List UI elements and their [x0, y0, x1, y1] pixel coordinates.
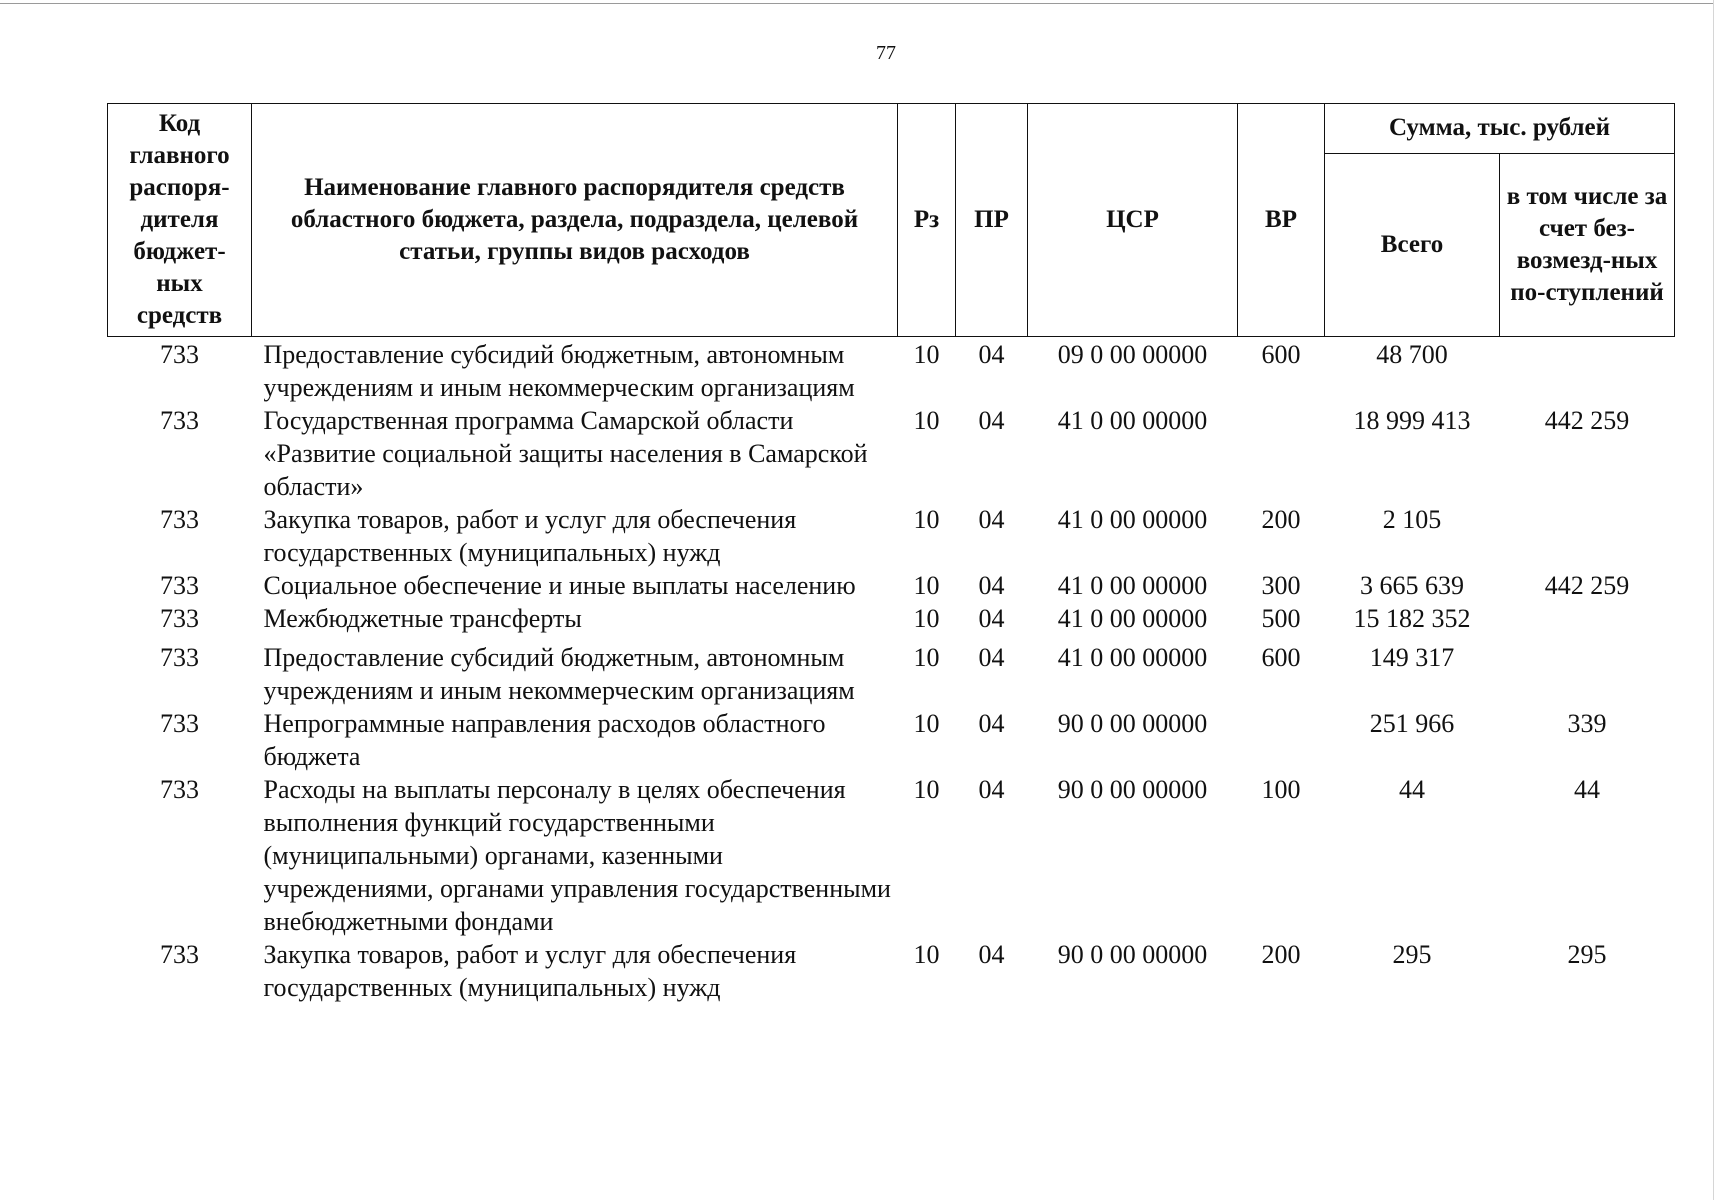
cell-code: 733	[160, 571, 199, 600]
cell-total: 48 700	[1376, 340, 1448, 369]
cell-grant: 339	[1567, 709, 1607, 738]
cell-csr: 41 0 00 00000	[1057, 604, 1208, 633]
cell-total: 2 105	[1382, 505, 1442, 534]
cell-name: Предоставление субсидий бюджетным, автономным учреждениям и иным некоммерческим организациям	[263, 340, 855, 402]
table-row	[108, 602, 1675, 635]
cell-csr: 41 0 00 00000	[1057, 505, 1208, 534]
cell-name: Социальное обеспечение и иные выплаты населению	[263, 571, 856, 600]
cell-rz: 10	[913, 643, 940, 672]
cell-code: 733	[160, 940, 199, 969]
table-row	[108, 635, 1675, 707]
cell-name: Расходы на выплаты персоналу в целях обеспечения выполнения функций государственными (муниципальными) органами, казенными учреждениями, органами управления государственными внебюджетными фондами	[263, 775, 891, 936]
cell-code: 733	[160, 505, 199, 534]
cell-name: Закупка товаров, работ и услуг для обеспечения государственных (муниципальных) нужд	[263, 940, 797, 1002]
table-row	[108, 707, 1675, 773]
cell-rz: 10	[913, 709, 940, 738]
cell-code: 733	[160, 340, 199, 369]
cell-pr: 04	[978, 643, 1005, 672]
cell-rz: 10	[913, 571, 940, 600]
cell-code: 733	[160, 604, 199, 633]
cell-name: Непрограммные направления расходов областного бюджета	[263, 709, 826, 771]
top-border-line	[0, 3, 1714, 4]
table-row	[108, 938, 1675, 1004]
cell-grant	[1500, 602, 1675, 635]
header-vr: ВР	[1238, 104, 1325, 337]
cell-grant: 295	[1567, 940, 1607, 969]
header-name: Наименование главного распорядителя средств областного бюджета, раздела, подраздела, целевой статьи, группы видов расходов	[252, 104, 898, 337]
cell-rz: 10	[913, 775, 940, 804]
cell-csr: 09 0 00 00000	[1057, 340, 1208, 369]
cell-rz: 10	[913, 340, 940, 369]
cell-total: 44	[1399, 775, 1425, 804]
cell-rz: 10	[913, 604, 940, 633]
cell-csr: 90 0 00 00000	[1057, 940, 1208, 969]
cell-csr: 90 0 00 00000	[1057, 775, 1208, 804]
header-code: Код главного распоря-дителя бюджет-ных средств	[108, 104, 252, 337]
cell-name: Предоставление субсидий бюджетным, автономным учреждениям и иным некоммерческим организациям	[263, 643, 855, 705]
cell-code: 733	[160, 406, 199, 435]
cell-vr: 600	[1261, 340, 1301, 369]
cell-csr: 41 0 00 00000	[1057, 571, 1208, 600]
cell-pr: 04	[978, 505, 1005, 534]
table-body	[108, 337, 1675, 1005]
cell-grant: 442 259	[1544, 406, 1630, 435]
cell-name: Закупка товаров, работ и услуг для обеспечения государственных (муниципальных) нужд	[263, 505, 797, 567]
cell-code: 733	[160, 775, 199, 804]
header-grant: в том числе за счет без-возмезд-ных по-ступлений	[1500, 153, 1675, 336]
header-rz: Рз	[898, 104, 956, 337]
page-number: 77	[876, 42, 896, 64]
budget-table	[107, 103, 1675, 1004]
table-row	[108, 569, 1675, 602]
cell-pr: 04	[978, 775, 1005, 804]
cell-rz: 10	[913, 940, 940, 969]
cell-total: 295	[1392, 940, 1432, 969]
cell-csr: 90 0 00 00000	[1057, 709, 1208, 738]
header-total: Всего	[1325, 153, 1500, 336]
cell-pr: 04	[978, 340, 1005, 369]
cell-grant: 44	[1574, 775, 1600, 804]
cell-grant: 442 259	[1544, 571, 1630, 600]
cell-csr: 41 0 00 00000	[1057, 643, 1208, 672]
header-sum-group: Сумма, тыс. рублей	[1325, 104, 1675, 154]
table-header	[108, 104, 1675, 337]
cell-grant	[1500, 337, 1675, 405]
header-pr: ПР	[956, 104, 1028, 337]
cell-rz: 10	[913, 505, 940, 534]
cell-total: 251 966	[1369, 709, 1455, 738]
cell-total: 3 665 639	[1360, 571, 1464, 600]
cell-total: 18 999 413	[1353, 406, 1471, 435]
header-csr: ЦСР	[1028, 104, 1238, 337]
cell-vr: 100	[1261, 775, 1301, 804]
cell-vr: 500	[1261, 604, 1301, 633]
cell-vr: 200	[1261, 940, 1301, 969]
cell-grant	[1500, 635, 1675, 707]
cell-code: 733	[160, 709, 199, 738]
cell-name: Государственная программа Самарской области «Развитие социальной защиты населения в Самарской области»	[263, 406, 868, 501]
table-row	[108, 773, 1675, 938]
cell-pr: 04	[978, 709, 1005, 738]
cell-vr	[1238, 707, 1325, 773]
cell-pr: 04	[978, 604, 1005, 633]
cell-code: 733	[160, 643, 199, 672]
cell-vr: 600	[1261, 643, 1301, 672]
table-row	[108, 503, 1675, 569]
cell-total: 15 182 352	[1353, 604, 1471, 633]
cell-pr: 04	[978, 940, 1005, 969]
cell-name: Межбюджетные трансферты	[263, 604, 582, 633]
table-row	[108, 404, 1675, 503]
cell-rz: 10	[913, 406, 940, 435]
cell-pr: 04	[978, 571, 1005, 600]
cell-grant	[1500, 503, 1675, 569]
cell-pr: 04	[978, 406, 1005, 435]
cell-csr: 41 0 00 00000	[1057, 406, 1208, 435]
table-row	[108, 337, 1675, 405]
cell-vr: 200	[1261, 505, 1301, 534]
cell-total: 149 317	[1369, 643, 1455, 672]
cell-vr: 300	[1261, 571, 1301, 600]
cell-vr	[1238, 404, 1325, 503]
